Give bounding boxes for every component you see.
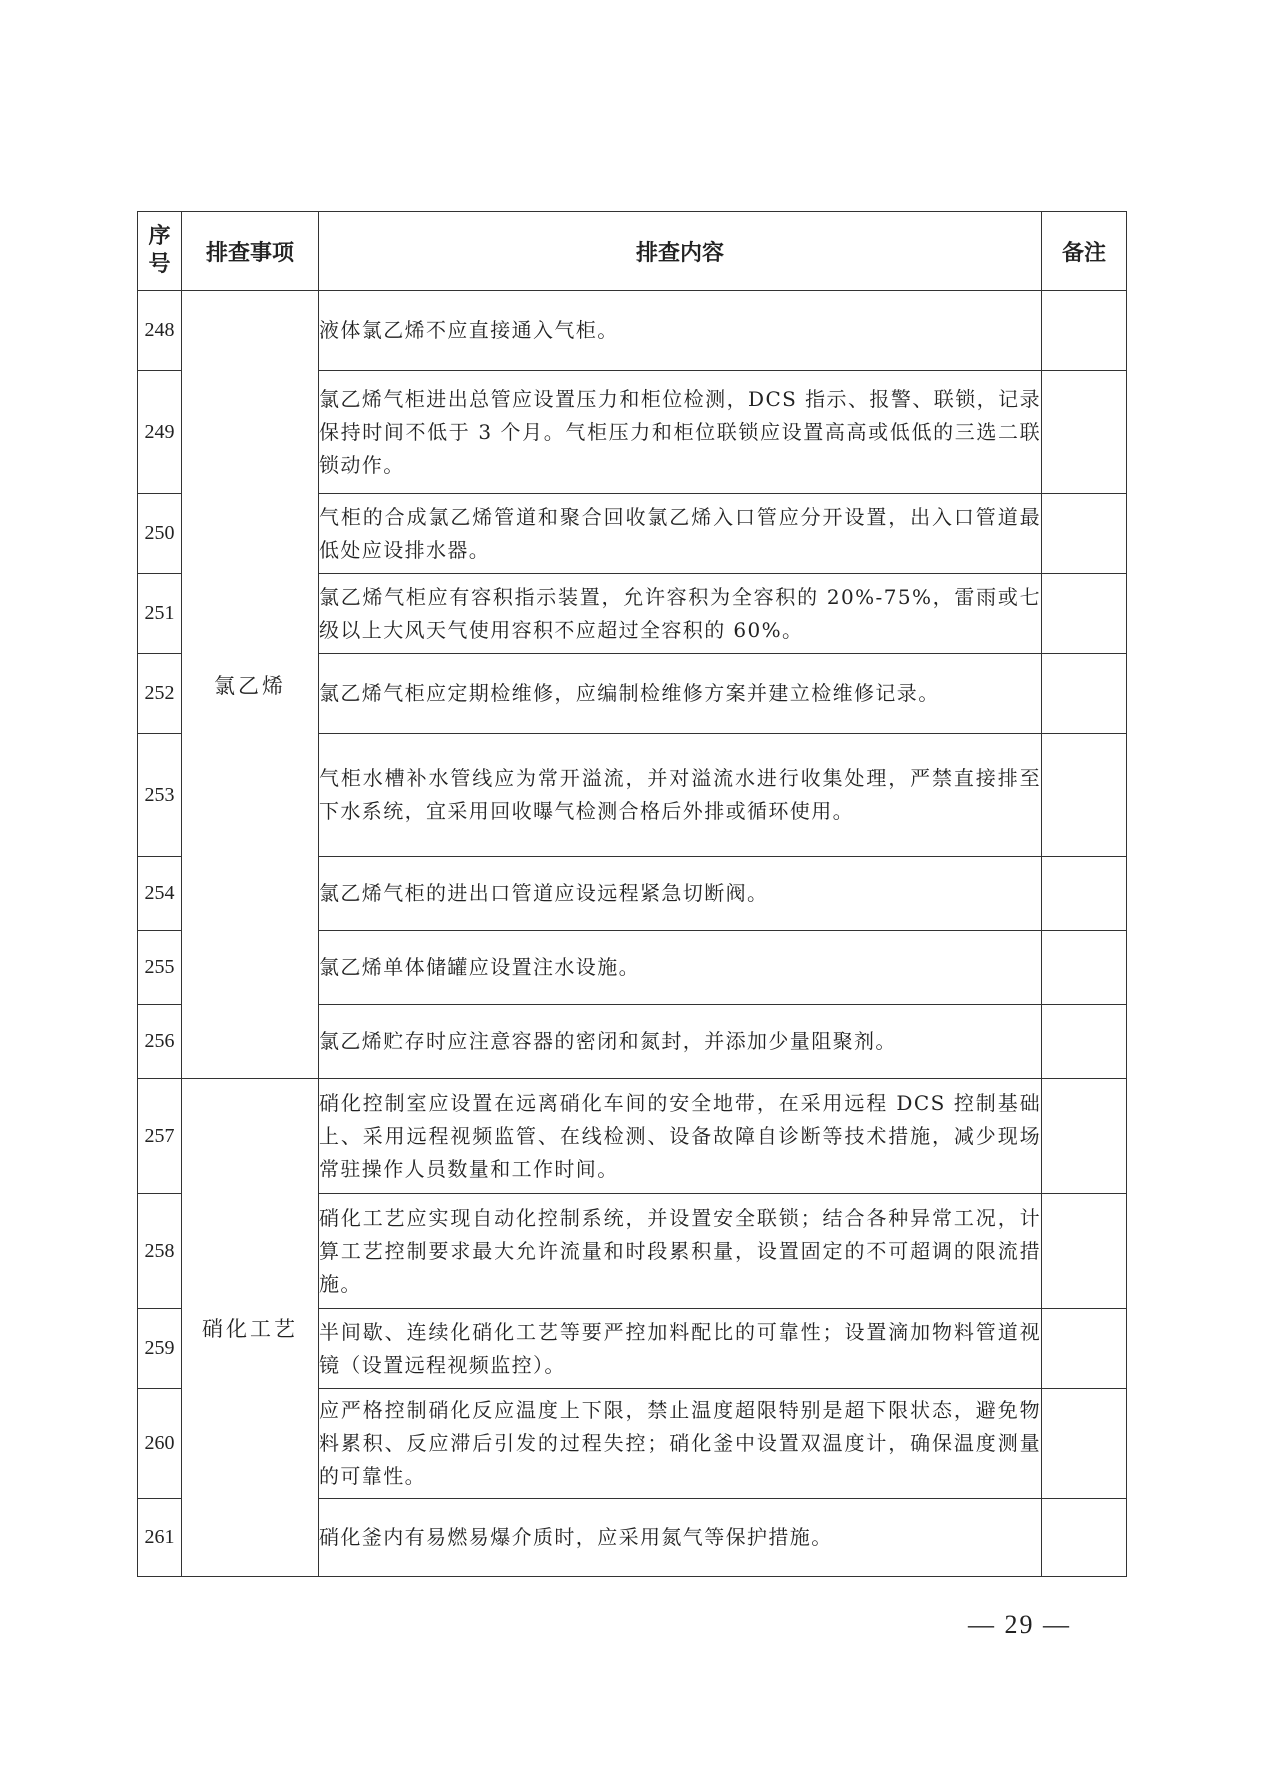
row-inspection-content: 氯乙烯气柜应定期检维修，应编制检维修方案并建立检维修记录。 <box>319 654 1042 734</box>
table-body <box>138 291 1127 1577</box>
table-row <box>138 1079 1127 1194</box>
row-remarks <box>1042 291 1127 371</box>
row-inspection-content: 氯乙烯气柜进出总管应设置压力和柜位检测，DCS 指示、报警、联锁，记录保持时间不低于 3 个月。气柜压力和柜位联锁应设置高高或低低的三选二联锁动作。 <box>319 371 1042 494</box>
row-serial-number: 259 <box>138 1309 182 1389</box>
row-serial-number: 261 <box>138 1499 182 1577</box>
row-inspection-content: 硝化工艺应实现自动化控制系统，并设置安全联锁；结合各种异常工况，计算工艺控制要求最大允许流量和时段累积量，设置固定的不可超调的限流措施。 <box>319 1194 1042 1309</box>
row-serial-number: 256 <box>138 1005 182 1079</box>
row-serial-number: 255 <box>138 931 182 1005</box>
row-serial-number: 258 <box>138 1194 182 1309</box>
row-remarks <box>1042 494 1127 574</box>
row-inspection-content: 硝化釜内有易燃易爆介质时，应采用氮气等保护措施。 <box>319 1499 1042 1577</box>
row-inspection-content: 半间歇、连续化硝化工艺等要严控加料配比的可靠性；设置滴加物料管道视镜（设置远程视频监控）。 <box>319 1309 1042 1389</box>
group-inspection-item: 氯乙烯 <box>182 291 319 1079</box>
row-serial-number: 251 <box>138 574 182 654</box>
page-number: — 29 — <box>968 1610 1071 1639</box>
inspection-table <box>137 211 1127 1577</box>
row-remarks <box>1042 857 1127 931</box>
row-remarks <box>1042 1005 1127 1079</box>
row-inspection-content: 应严格控制硝化反应温度上下限，禁止温度超限特别是超下限状态，避免物料累积、反应滞后引发的过程失控；硝化釜中设置双温度计，确保温度测量的可靠性。 <box>319 1389 1042 1499</box>
header-inspection-item: 排查事项 <box>182 212 319 291</box>
row-serial-number: 248 <box>138 291 182 371</box>
header-inspection-content: 排查内容 <box>319 212 1042 291</box>
row-serial-number: 260 <box>138 1389 182 1499</box>
row-inspection-content: 氯乙烯贮存时应注意容器的密闭和氮封，并添加少量阻聚剂。 <box>319 1005 1042 1079</box>
row-inspection-content: 气柜的合成氯乙烯管道和聚合回收氯乙烯入口管应分开设置，出入口管道最低处应设排水器。 <box>319 494 1042 574</box>
row-inspection-content: 氯乙烯气柜的进出口管道应设远程紧急切断阀。 <box>319 857 1042 931</box>
row-inspection-content: 气柜水槽补水管线应为常开溢流，并对溢流水进行收集处理，严禁直接排至下水系统，宜采用回收曝气检测合格后外排或循环使用。 <box>319 734 1042 857</box>
row-remarks <box>1042 1309 1127 1389</box>
row-serial-number: 249 <box>138 371 182 494</box>
row-inspection-content: 液体氯乙烯不应直接通入气柜。 <box>319 291 1042 371</box>
row-inspection-content: 硝化控制室应设置在远离硝化车间的安全地带，在采用远程 DCS 控制基础上、采用远程视频监管、在线检测、设备故障自诊断等技术措施，减少现场常驻操作人员数量和工作时间。 <box>319 1079 1042 1194</box>
table-row <box>138 291 1127 371</box>
group-inspection-item: 硝化工艺 <box>182 1079 319 1577</box>
row-remarks <box>1042 734 1127 857</box>
header-serial-number-text: 序 号 <box>148 224 171 277</box>
table-header-row <box>138 212 1127 291</box>
row-serial-number: 250 <box>138 494 182 574</box>
row-serial-number: 252 <box>138 654 182 734</box>
row-remarks <box>1042 1194 1127 1309</box>
row-remarks <box>1042 1079 1127 1194</box>
row-serial-number: 254 <box>138 857 182 931</box>
row-inspection-content: 氯乙烯气柜应有容积指示装置，允许容积为全容积的 20%-75%，雷雨或七级以上大风天气使用容积不应超过全容积的 60%。 <box>319 574 1042 654</box>
row-remarks <box>1042 654 1127 734</box>
row-remarks <box>1042 931 1127 1005</box>
row-remarks <box>1042 371 1127 494</box>
row-inspection-content: 氯乙烯单体储罐应设置注水设施。 <box>319 931 1042 1005</box>
row-remarks <box>1042 1499 1127 1577</box>
row-serial-number: 257 <box>138 1079 182 1194</box>
row-remarks <box>1042 574 1127 654</box>
header-remarks: 备注 <box>1042 212 1127 291</box>
row-remarks <box>1042 1389 1127 1499</box>
row-serial-number: 253 <box>138 734 182 857</box>
header-serial-number <box>138 212 182 291</box>
inspection-table-container <box>137 211 1126 1577</box>
